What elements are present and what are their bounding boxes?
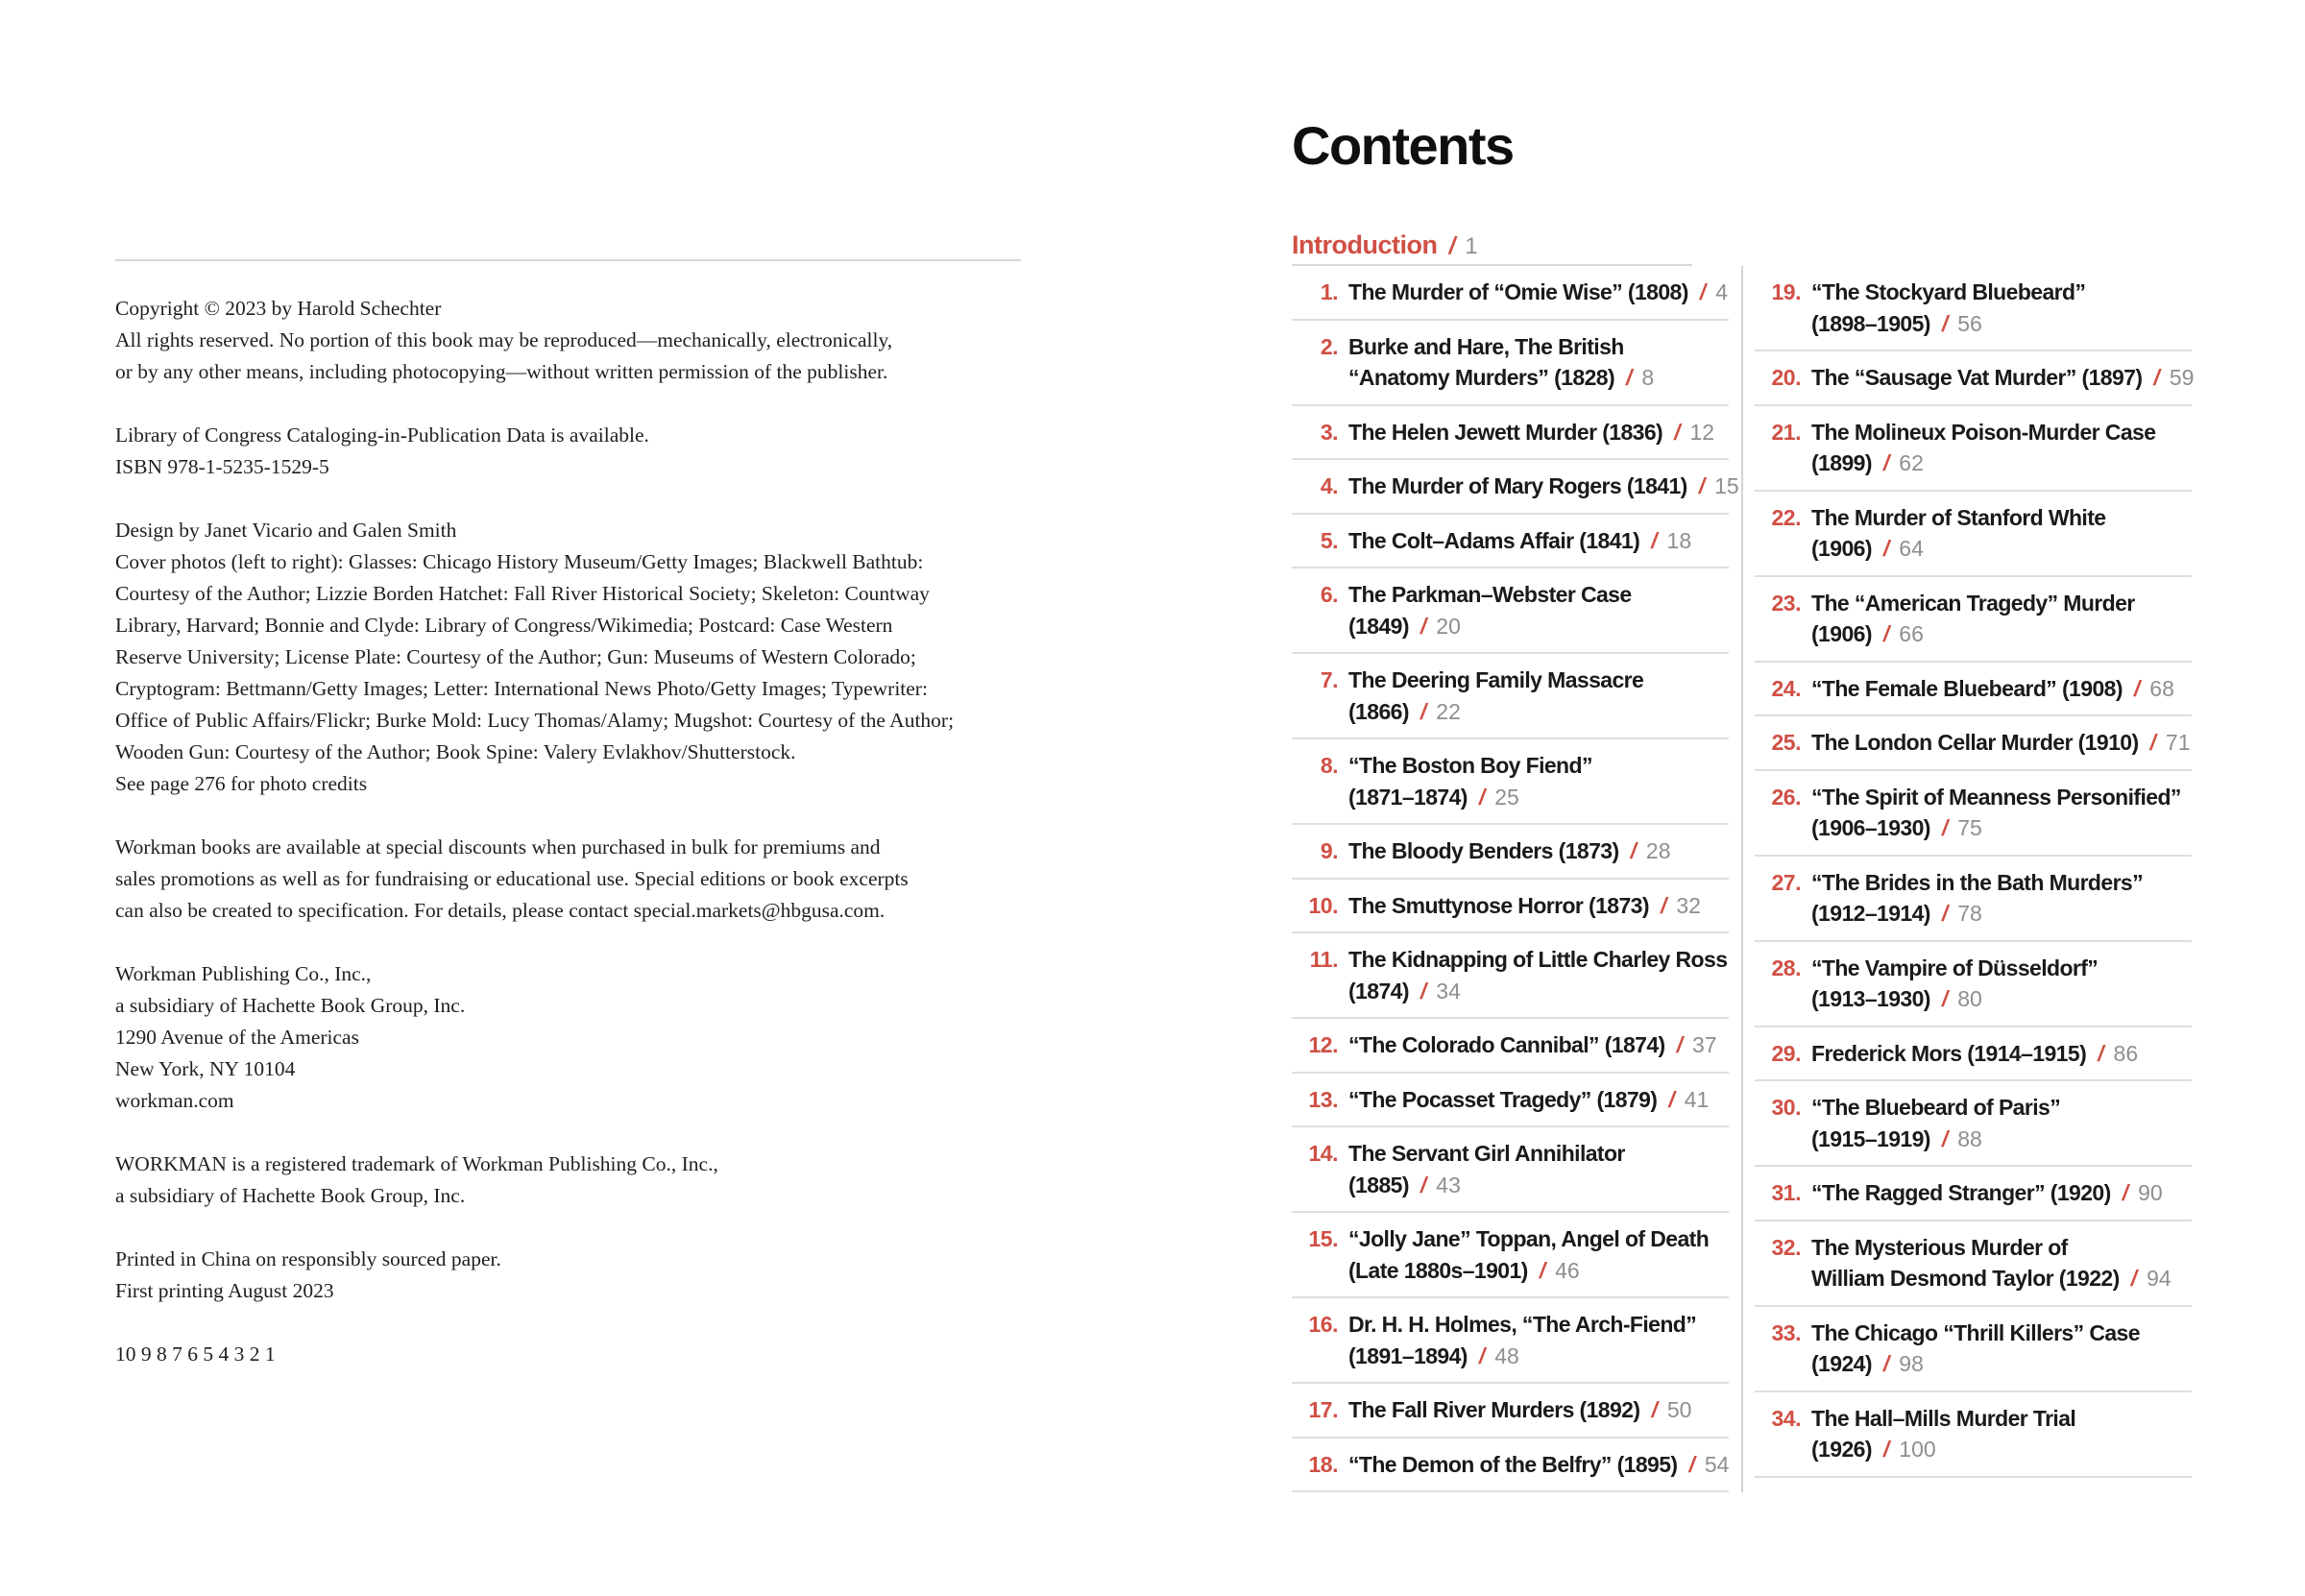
toc-item-title-line: (1871–1874) / 25 bbox=[1348, 784, 1519, 810]
toc-item-title bbox=[1348, 944, 1729, 1006]
toc-item-number: 19. bbox=[1771, 279, 1801, 304]
toc-item-title-line: (1906–1930) / 75 bbox=[1811, 815, 1982, 840]
copyright-line: Office of Public Affairs/Flickr; Burke Mold: Lucy Thomas/Alamy; Mugshot: Courtesy of the Author; bbox=[115, 709, 955, 732]
toc-item-page-number: 25 bbox=[1494, 784, 1519, 810]
toc-item-page-number: 100 bbox=[1899, 1437, 1936, 1462]
toc-item-page-number: 20 bbox=[1436, 613, 1461, 639]
toc-item-title-line: “The Stockyard Bluebeard” bbox=[1811, 279, 2086, 304]
toc-item-title bbox=[1811, 1403, 2192, 1465]
copyright-line: 10 9 8 7 6 5 4 3 2 1 bbox=[115, 1342, 276, 1366]
toc-item-number: 32. bbox=[1771, 1234, 1801, 1260]
toc-item-title bbox=[1811, 953, 2192, 1015]
toc-item-slash: / bbox=[1882, 450, 1890, 475]
toc-item-title-line: The Servant Girl Annihilator bbox=[1348, 1141, 1625, 1166]
toc-item-title bbox=[1811, 417, 2192, 479]
toc-item-number: 14. bbox=[1308, 1141, 1338, 1166]
toc-item-page-number: 41 bbox=[1684, 1086, 1710, 1112]
toc-item-slash: / bbox=[1699, 279, 1707, 304]
copyright-line: Workman Publishing Co., Inc., bbox=[115, 962, 372, 985]
toc-item-title-line: The Deering Family Massacre bbox=[1348, 667, 1644, 692]
toc-columns bbox=[1292, 266, 2204, 1492]
copyright-paragraph bbox=[115, 1244, 1021, 1307]
toc-item-slash: / bbox=[1630, 838, 1637, 863]
toc-item-slash: / bbox=[1688, 1451, 1695, 1477]
toc-item-number: 12. bbox=[1308, 1032, 1338, 1057]
toc-item-title bbox=[1348, 277, 1729, 308]
toc-item-slash: / bbox=[1539, 1257, 1546, 1283]
toc-item-number: 15. bbox=[1308, 1226, 1338, 1251]
toc-item-title bbox=[1811, 1092, 2192, 1154]
toc-item-number: 16. bbox=[1308, 1312, 1338, 1337]
toc-item-number: 13. bbox=[1308, 1086, 1338, 1112]
toc-item-page-number: 48 bbox=[1494, 1342, 1519, 1368]
toc-item-number: 24. bbox=[1771, 675, 1801, 701]
toc-item bbox=[1755, 1392, 2192, 1478]
toc-item-number: 25. bbox=[1771, 730, 1801, 755]
toc-item-title-line: The Murder of Mary Rogers (1841) / 15 bbox=[1348, 473, 1739, 498]
toc-item-title-line: The “American Tragedy” Murder bbox=[1811, 590, 2135, 616]
toc-item bbox=[1292, 406, 1729, 461]
copyright-line: Cover photos (left to right): Glasses: Chicago History Museum/Getty Images; Blackwell Bathtub: bbox=[115, 550, 924, 573]
toc-column-2 bbox=[1755, 266, 2195, 1492]
introduction-label: Introduction bbox=[1292, 230, 1438, 259]
toc-item-number: 6. bbox=[1320, 582, 1338, 607]
toc-item-title-line: (1866) / 22 bbox=[1348, 698, 1461, 724]
toc-item-page-number: 98 bbox=[1899, 1351, 1924, 1376]
toc-item-title bbox=[1811, 277, 2192, 339]
toc-item-page-number: 62 bbox=[1899, 450, 1924, 475]
toc-item bbox=[1755, 771, 2192, 857]
introduction-page-number: 1 bbox=[1465, 233, 1478, 259]
copyright-line: ISBN 978-1-5235-1529-5 bbox=[115, 455, 329, 478]
toc-item bbox=[1292, 654, 1729, 739]
toc-item-title bbox=[1811, 782, 2192, 844]
toc-item bbox=[1292, 1074, 1729, 1128]
toc-item-number: 10. bbox=[1308, 892, 1338, 918]
toc-item bbox=[1755, 857, 2192, 942]
toc-item-title-line: “Jolly Jane” Toppan, Angel of Death bbox=[1348, 1226, 1710, 1251]
toc-item-title-line: (1906) / 66 bbox=[1811, 621, 1924, 646]
toc-item-title bbox=[1811, 1318, 2192, 1380]
toc-item-title-line: The Bloody Benders (1873) / 28 bbox=[1348, 838, 1671, 863]
toc-item bbox=[1292, 568, 1729, 654]
toc-item-number: 4. bbox=[1320, 473, 1338, 498]
toc-item-title-line: (1924) / 98 bbox=[1811, 1351, 1924, 1376]
copyright-line: Workman books are available at special discounts when purchased in bulk for premiums and bbox=[115, 835, 881, 858]
toc-item-slash: / bbox=[2098, 1040, 2104, 1066]
toc-item-title-line: Burke and Hare, The British bbox=[1348, 333, 1624, 359]
copyright-line: See page 276 for photo credits bbox=[115, 772, 368, 795]
toc-item-title-line: (1913–1930) / 80 bbox=[1811, 986, 1982, 1011]
toc-item-title-line: “The Brides in the Bath Murders” bbox=[1811, 869, 2144, 895]
toc-item-number: 1. bbox=[1320, 279, 1338, 304]
toc-item-slash: / bbox=[2149, 730, 2156, 755]
toc-item bbox=[1755, 1307, 2192, 1392]
copyright-line: workman.com bbox=[115, 1089, 234, 1112]
contents-page bbox=[1292, 117, 2204, 1492]
toc-item-page-number: 94 bbox=[2147, 1266, 2172, 1291]
toc-item-number: 11. bbox=[1309, 947, 1338, 972]
toc-item-page-number: 56 bbox=[1957, 310, 1982, 336]
copyright-line: sales promotions as well as for fundraising or educational use. Special editions or book excerpts bbox=[115, 867, 909, 890]
toc-item bbox=[1292, 1127, 1729, 1213]
toc-item-page-number: 66 bbox=[1899, 621, 1924, 646]
toc-item bbox=[1755, 663, 2192, 717]
toc-item-title-line: The Smuttynose Horror (1873) / 32 bbox=[1348, 892, 1701, 918]
toc-item-slash: / bbox=[1419, 698, 1427, 724]
toc-item-number: 20. bbox=[1771, 365, 1801, 390]
toc-item-title-line: The Chicago “Thrill Killers” Case bbox=[1811, 1319, 2140, 1345]
toc-item-slash: / bbox=[1676, 1032, 1683, 1057]
toc-item-page-number: 46 bbox=[1555, 1257, 1580, 1283]
copyright-line: New York, NY 10104 bbox=[115, 1057, 296, 1080]
toc-item-title-line: (1891–1894) / 48 bbox=[1348, 1342, 1519, 1368]
toc-item-title-line: The London Cellar Murder (1910) / 71 bbox=[1811, 730, 2191, 755]
copyright-paragraph bbox=[115, 958, 1021, 1117]
copyright-line: Design by Janet Vicario and Galen Smith bbox=[115, 519, 457, 542]
toc-item bbox=[1292, 321, 1729, 406]
toc-item-title bbox=[1348, 579, 1729, 641]
copyright-paragraph bbox=[115, 1339, 1021, 1370]
toc-item-page-number: 43 bbox=[1436, 1172, 1461, 1197]
toc-item-title bbox=[1348, 1394, 1729, 1426]
toc-item-page-number: 59 bbox=[2169, 365, 2195, 390]
toc-item-title bbox=[1348, 750, 1729, 812]
toc-item-number: 34. bbox=[1771, 1405, 1801, 1431]
toc-item-page-number: 8 bbox=[1641, 365, 1655, 390]
copyright-text bbox=[115, 293, 1021, 1370]
toc-item-title bbox=[1348, 665, 1729, 727]
introduction-slash: / bbox=[1448, 232, 1456, 259]
toc-item-title-line: The Colt–Adams Affair (1841) / 18 bbox=[1348, 527, 1692, 553]
toc-item-title-line: (1899) / 62 bbox=[1811, 450, 1924, 475]
toc-item-page-number: 68 bbox=[2149, 675, 2174, 701]
toc-item-title-line: The Fall River Murders (1892) / 50 bbox=[1348, 1397, 1692, 1422]
toc-item-title bbox=[1348, 1138, 1729, 1200]
toc-item-number: 27. bbox=[1771, 869, 1801, 895]
toc-item-title bbox=[1348, 835, 1729, 867]
toc-item-title-line: (1915–1919) / 88 bbox=[1811, 1125, 1982, 1151]
toc-item-slash: / bbox=[1882, 1437, 1890, 1462]
toc-item-title bbox=[1348, 471, 1739, 502]
toc-item-page-number: 18 bbox=[1666, 527, 1692, 553]
toc-item-title-line: (1898–1905) / 56 bbox=[1811, 310, 1982, 336]
toc-item-page-number: 50 bbox=[1666, 1397, 1692, 1422]
toc-item-title-line: “The Female Bluebeard” (1908) / 68 bbox=[1811, 675, 2174, 701]
toc-item-title bbox=[1811, 1177, 2192, 1209]
toc-item-page-number: 86 bbox=[2113, 1040, 2139, 1066]
toc-item-title bbox=[1348, 1084, 1729, 1116]
toc-item bbox=[1755, 351, 2195, 406]
toc-item-title-line: “The Spirit of Meanness Personified” bbox=[1811, 784, 2181, 810]
toc-item bbox=[1755, 942, 2192, 1028]
toc-item bbox=[1755, 577, 2192, 663]
toc-item-page-number: 15 bbox=[1714, 473, 1739, 498]
toc-item-slash: / bbox=[2133, 675, 2141, 701]
toc-item-title bbox=[1811, 1232, 2192, 1294]
toc-item-page-number: 78 bbox=[1957, 901, 1982, 926]
toc-item-title bbox=[1348, 525, 1729, 557]
toc-item bbox=[1292, 515, 1729, 569]
copyright-line: First printing August 2023 bbox=[115, 1279, 334, 1302]
copyright-line: or by any other means, including photocopying—without written permission of the publisher. bbox=[115, 360, 888, 383]
toc-item-number: 26. bbox=[1771, 784, 1801, 810]
toc-item-number: 30. bbox=[1771, 1095, 1801, 1120]
copyright-line: Cryptogram: Bettmann/Getty Images; Letter: International News Photo/Getty Images; Typewriter: bbox=[115, 677, 928, 700]
toc-item-slash: / bbox=[1478, 1342, 1486, 1368]
toc-item-title-line: The Molineux Poison-Murder Case bbox=[1811, 419, 2156, 445]
toc-item bbox=[1755, 1081, 2192, 1167]
toc-item-slash: / bbox=[2130, 1266, 2138, 1291]
copyright-line: All rights reserved. No portion of this book may be reproduced—mechanically, electronically, bbox=[115, 328, 893, 351]
toc-item-page-number: 90 bbox=[2138, 1180, 2163, 1205]
toc-item-title bbox=[1348, 1029, 1729, 1061]
toc-item-title-line: “The Pocasset Tragedy” (1879) / 41 bbox=[1348, 1086, 1710, 1112]
toc-item-title bbox=[1811, 588, 2192, 650]
toc-item-title-line: (1849) / 20 bbox=[1348, 613, 1461, 639]
toc-item-title-line: (1926) / 100 bbox=[1811, 1437, 1936, 1462]
toc-item-title-line: Frederick Mors (1914–1915) / 86 bbox=[1811, 1040, 2139, 1066]
toc-item-title-line: “The Bluebeard of Paris” bbox=[1811, 1095, 2061, 1120]
toc-item-title-line: “The Boston Boy Fiend” bbox=[1348, 753, 1592, 778]
toc-item bbox=[1755, 716, 2192, 771]
toc-item-title-line: “The Colorado Cannibal” (1874) / 37 bbox=[1348, 1032, 1717, 1057]
copyright-line: a subsidiary of Hachette Book Group, Inc. bbox=[115, 1184, 466, 1207]
toc-item-slash: / bbox=[1478, 784, 1486, 810]
toc-item-title bbox=[1348, 1223, 1729, 1286]
copyright-line: Library, Harvard; Bonnie and Clyde: Library of Congress/Wikimedia; Postcard: Case Western bbox=[115, 614, 893, 637]
toc-column-divider bbox=[1741, 266, 1743, 1492]
toc-item-title bbox=[1811, 502, 2192, 565]
toc-item-page-number: 12 bbox=[1689, 419, 1715, 445]
toc-item-number: 33. bbox=[1771, 1319, 1801, 1345]
copyright-page bbox=[115, 259, 1021, 1370]
toc-item-slash: / bbox=[1882, 536, 1890, 561]
toc-item-title-line: (1874) / 34 bbox=[1348, 978, 1461, 1004]
toc-item-title-line: “Anatomy Murders” (1828) / 8 bbox=[1348, 365, 1655, 390]
toc-item-slash: / bbox=[1941, 310, 1949, 336]
copyright-paragraph bbox=[115, 1149, 1021, 1212]
toc-item-number: 3. bbox=[1320, 419, 1338, 445]
toc-item-title bbox=[1811, 362, 2195, 394]
toc-item-number: 9. bbox=[1320, 838, 1338, 863]
copyright-line: Courtesy of the Author; Lizzie Borden Hatchet: Fall River Historical Society; Skeleton: Countway bbox=[115, 582, 930, 605]
copyright-line: can also be created to specification. For details, please contact special.markets@hbgusa.com. bbox=[115, 899, 886, 922]
toc-item-page-number: 64 bbox=[1899, 536, 1924, 561]
toc-item-page-number: 37 bbox=[1692, 1032, 1717, 1057]
toc-item-number: 2. bbox=[1320, 333, 1338, 359]
copyright-line: Library of Congress Cataloging-in-Publication Data is available. bbox=[115, 423, 649, 447]
toc-item-title-line: (1912–1914) / 78 bbox=[1811, 901, 1982, 926]
toc-item-title-line: (1906) / 64 bbox=[1811, 536, 1924, 561]
page-title: Contents bbox=[1292, 115, 1514, 176]
toc-item-slash: / bbox=[1882, 621, 1890, 646]
toc-item-title-line: William Desmond Taylor (1922) / 94 bbox=[1811, 1266, 2172, 1291]
toc-item bbox=[1755, 1028, 2192, 1082]
toc-item-number: 7. bbox=[1320, 667, 1338, 692]
toc-item bbox=[1292, 1384, 1729, 1439]
toc-item-slash: / bbox=[2122, 1180, 2129, 1205]
toc-item-number: 8. bbox=[1320, 753, 1338, 778]
toc-item-page-number: 4 bbox=[1715, 279, 1728, 304]
toc-item-slash: / bbox=[1419, 1172, 1427, 1197]
toc-item bbox=[1292, 460, 1739, 515]
toc-item-slash: / bbox=[1698, 473, 1706, 498]
toc-item-slash: / bbox=[1660, 892, 1667, 918]
toc-item-title-line: The Kidnapping of Little Charley Ross bbox=[1348, 947, 1728, 972]
toc-item-title bbox=[1811, 867, 2192, 930]
toc-item-slash: / bbox=[1651, 1397, 1658, 1422]
toc-item-title bbox=[1348, 890, 1729, 922]
toc-item-number: 23. bbox=[1771, 590, 1801, 616]
toc-item-number: 5. bbox=[1320, 527, 1338, 553]
toc-item-title-line: (1885) / 43 bbox=[1348, 1172, 1461, 1197]
toc-item-number: 17. bbox=[1308, 1397, 1338, 1422]
toc-item-slash: / bbox=[1882, 1351, 1890, 1376]
toc-item-title-line: The Parkman–Webster Case bbox=[1348, 582, 1632, 607]
copyright-line: WORKMAN is a registered trademark of Workman Publishing Co., Inc., bbox=[115, 1152, 718, 1175]
toc-item-slash: / bbox=[1651, 527, 1658, 553]
introduction-row bbox=[1292, 230, 1692, 266]
copyright-paragraph bbox=[115, 420, 1021, 483]
toc-item-page-number: 28 bbox=[1645, 838, 1671, 863]
toc-item-page-number: 54 bbox=[1704, 1451, 1730, 1477]
toc-item-page-number: 22 bbox=[1436, 698, 1461, 724]
toc-item bbox=[1755, 1167, 2192, 1221]
toc-item-title bbox=[1811, 673, 2192, 705]
toc-item bbox=[1292, 266, 1729, 321]
copyright-line: Reserve University; License Plate: Courtesy of the Author; Gun: Museums of Western Colorado; bbox=[115, 645, 916, 668]
toc-item bbox=[1292, 933, 1729, 1019]
toc-item-slash: / bbox=[1674, 419, 1681, 445]
toc-item-page-number: 88 bbox=[1957, 1125, 1982, 1151]
toc-item-number: 21. bbox=[1771, 419, 1801, 445]
toc-item-page-number: 71 bbox=[2165, 730, 2191, 755]
toc-item-number: 28. bbox=[1771, 955, 1801, 980]
copyright-paragraph bbox=[115, 515, 1021, 800]
toc-item bbox=[1292, 1439, 1729, 1493]
toc-item bbox=[1755, 1221, 2192, 1307]
toc-item bbox=[1292, 739, 1729, 825]
toc-item-title bbox=[1348, 331, 1729, 394]
toc-item-title bbox=[1811, 727, 2192, 759]
toc-item-slash: / bbox=[1941, 1125, 1949, 1151]
toc-item bbox=[1755, 266, 2192, 351]
toc-item-slash: / bbox=[1419, 978, 1427, 1004]
toc-item-title-line: (Late 1880s–1901) / 46 bbox=[1348, 1257, 1580, 1283]
toc-item-number: 29. bbox=[1771, 1040, 1801, 1066]
toc-item bbox=[1292, 1019, 1729, 1074]
toc-item-title-line: “The Vampire of Düsseldorf” bbox=[1811, 955, 2099, 980]
toc-item-title-line: The Helen Jewett Murder (1836) / 12 bbox=[1348, 419, 1715, 445]
toc-item-title-line: The Murder of Stanford White bbox=[1811, 504, 2106, 530]
toc-item-title bbox=[1348, 1309, 1729, 1371]
toc-item-title-line: The Mysterious Murder of bbox=[1811, 1234, 2068, 1260]
toc-item-title-line: The Murder of “Omie Wise” (1808) / 4 bbox=[1348, 279, 1728, 304]
toc-item-page-number: 75 bbox=[1957, 815, 1982, 840]
toc-item-slash: / bbox=[1626, 365, 1633, 390]
toc-item-slash: / bbox=[1419, 613, 1427, 639]
toc-item-title-line: Dr. H. H. Holmes, “The Arch-Fiend” bbox=[1348, 1312, 1697, 1337]
copyright-line: Copyright © 2023 by Harold Schechter bbox=[115, 297, 442, 320]
toc-item-title-line: “The Demon of the Belfry” (1895) / 54 bbox=[1348, 1451, 1730, 1477]
toc-item-number: 22. bbox=[1771, 504, 1801, 530]
toc-item bbox=[1755, 492, 2192, 577]
copyright-paragraph bbox=[115, 293, 1021, 388]
toc-item-number: 31. bbox=[1771, 1180, 1801, 1205]
toc-item bbox=[1292, 1213, 1729, 1298]
toc-item bbox=[1292, 1298, 1729, 1384]
copyright-line: 1290 Avenue of the Americas bbox=[115, 1026, 359, 1049]
toc-item-slash: / bbox=[1941, 986, 1949, 1011]
toc-item-number: 18. bbox=[1308, 1451, 1338, 1477]
toc-item-page-number: 32 bbox=[1676, 892, 1701, 918]
toc-item-slash: / bbox=[1941, 815, 1949, 840]
copyright-line: Wooden Gun: Courtesy of the Author; Book Spine: Valery Evlakhov/Shutterstock. bbox=[115, 740, 796, 763]
toc-item-page-number: 80 bbox=[1957, 986, 1982, 1011]
toc-item-title-line: The “Sausage Vat Murder” (1897) / 59 bbox=[1811, 365, 2195, 390]
toc-item-page-number: 34 bbox=[1436, 978, 1461, 1004]
toc-item bbox=[1755, 406, 2192, 492]
copyright-line: Printed in China on responsibly sourced paper. bbox=[115, 1247, 501, 1270]
toc-item-slash: / bbox=[1941, 901, 1949, 926]
copyright-line: a subsidiary of Hachette Book Group, Inc. bbox=[115, 994, 466, 1017]
toc-column-1 bbox=[1292, 266, 1739, 1492]
toc-item-title-line: “The Ragged Stranger” (1920) / 90 bbox=[1811, 1180, 2163, 1205]
toc-item-slash: / bbox=[2153, 365, 2160, 390]
toc-item-title-line: The Hall–Mills Murder Trial bbox=[1811, 1405, 2076, 1431]
toc-item-title bbox=[1811, 1038, 2192, 1070]
toc-item-title bbox=[1348, 417, 1729, 448]
toc-item-title bbox=[1348, 1449, 1729, 1481]
copyright-paragraph bbox=[115, 832, 1021, 927]
toc-item bbox=[1292, 825, 1729, 880]
toc-item-slash: / bbox=[1668, 1086, 1675, 1112]
toc-item bbox=[1292, 880, 1729, 934]
